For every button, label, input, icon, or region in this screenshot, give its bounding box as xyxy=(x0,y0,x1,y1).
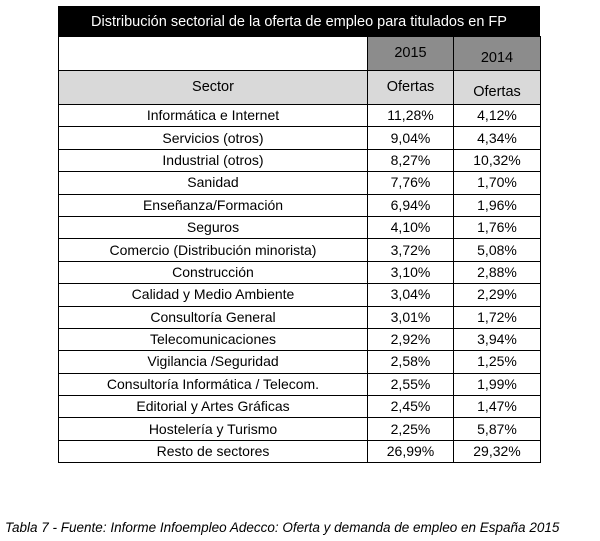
header-row-years xyxy=(59,37,541,71)
value-2015-cell: 3,01% xyxy=(368,306,454,328)
sector-cell: Informática e Internet xyxy=(59,105,368,127)
value-2014-cell: 4,34% xyxy=(454,127,541,149)
sector-cell: Consultoría Informática / Telecom. xyxy=(59,373,368,395)
table-row xyxy=(59,216,541,238)
value-2015-cell: 3,04% xyxy=(368,284,454,306)
value-2014-cell: 4,12% xyxy=(454,105,541,127)
value-2014-cell: 1,96% xyxy=(454,194,541,216)
value-2014-cell: 1,25% xyxy=(454,351,541,373)
sector-cell: Vigilancia /Seguridad xyxy=(59,351,368,373)
table-row xyxy=(59,440,541,462)
employment-table xyxy=(58,6,540,463)
table-row xyxy=(59,261,541,283)
value-2015-cell: 3,72% xyxy=(368,239,454,261)
value-2015-cell: 6,94% xyxy=(368,194,454,216)
value-2014-cell: 1,99% xyxy=(454,373,541,395)
value-2014-cell: 29,32% xyxy=(454,440,541,462)
table-row xyxy=(59,194,541,216)
value-2015-cell: 2,58% xyxy=(368,351,454,373)
table-row xyxy=(59,373,541,395)
value-2015-cell: 26,99% xyxy=(368,440,454,462)
sector-cell: Resto de sectores xyxy=(59,440,368,462)
table-row xyxy=(59,172,541,194)
table-row xyxy=(59,239,541,261)
table-row xyxy=(59,149,541,171)
data-table xyxy=(58,36,541,463)
sector-cell: Construcción xyxy=(59,261,368,283)
table-row xyxy=(59,105,541,127)
table-row xyxy=(59,127,541,149)
value-2014-cell: 1,70% xyxy=(454,172,541,194)
header-ofertas-2015: Ofertas xyxy=(368,71,454,105)
value-2015-cell: 7,76% xyxy=(368,172,454,194)
sector-cell: Comercio (Distribución minorista) xyxy=(59,239,368,261)
table-row xyxy=(59,396,541,418)
table-row xyxy=(59,418,541,440)
sector-cell: Calidad y Medio Ambiente xyxy=(59,284,368,306)
value-2015-cell: 4,10% xyxy=(368,216,454,238)
value-2015-cell: 8,27% xyxy=(368,149,454,171)
sector-cell: Industrial (otros) xyxy=(59,149,368,171)
sector-cell: Hostelería y Turismo xyxy=(59,418,368,440)
value-2015-cell: 2,92% xyxy=(368,328,454,350)
value-2015-cell: 2,55% xyxy=(368,373,454,395)
table-caption: Tabla 7 - Fuente: Informe Infoempleo Adecco: Oferta y demanda de empleo en España 2015 xyxy=(5,520,560,535)
table-row xyxy=(59,351,541,373)
value-2014-cell: 1,76% xyxy=(454,216,541,238)
value-2015-cell: 9,04% xyxy=(368,127,454,149)
value-2014-cell: 2,29% xyxy=(454,284,541,306)
table-row xyxy=(59,284,541,306)
table-title: Distribución sectorial de la oferta de empleo para titulados en FP xyxy=(58,6,540,36)
table-row xyxy=(59,306,541,328)
value-2014-cell: 2,88% xyxy=(454,261,541,283)
sector-cell: Servicios (otros) xyxy=(59,127,368,149)
value-2015-cell: 3,10% xyxy=(368,261,454,283)
header-year-2014: 2014 xyxy=(454,37,541,71)
header-year-2015: 2015 xyxy=(368,37,454,71)
sector-cell: Consultoría General xyxy=(59,306,368,328)
sector-cell: Seguros xyxy=(59,216,368,238)
sector-cell: Sanidad xyxy=(59,172,368,194)
sector-cell: Editorial y Artes Gráficas xyxy=(59,396,368,418)
table-row xyxy=(59,328,541,350)
value-2014-cell: 5,87% xyxy=(454,418,541,440)
value-2014-cell: 5,08% xyxy=(454,239,541,261)
value-2014-cell: 3,94% xyxy=(454,328,541,350)
value-2014-cell: 1,72% xyxy=(454,306,541,328)
value-2015-cell: 2,45% xyxy=(368,396,454,418)
value-2015-cell: 11,28% xyxy=(368,105,454,127)
sector-cell: Enseñanza/Formación xyxy=(59,194,368,216)
value-2015-cell: 2,25% xyxy=(368,418,454,440)
header-sector: Sector xyxy=(59,71,368,105)
value-2014-cell: 1,47% xyxy=(454,396,541,418)
sector-cell: Telecomunicaciones xyxy=(59,328,368,350)
value-2014-cell: 10,32% xyxy=(454,149,541,171)
header-ofertas-2014: Ofertas xyxy=(454,71,541,105)
header-blank-cell xyxy=(59,37,368,71)
table-body xyxy=(59,37,541,463)
header-row-labels xyxy=(59,71,541,105)
